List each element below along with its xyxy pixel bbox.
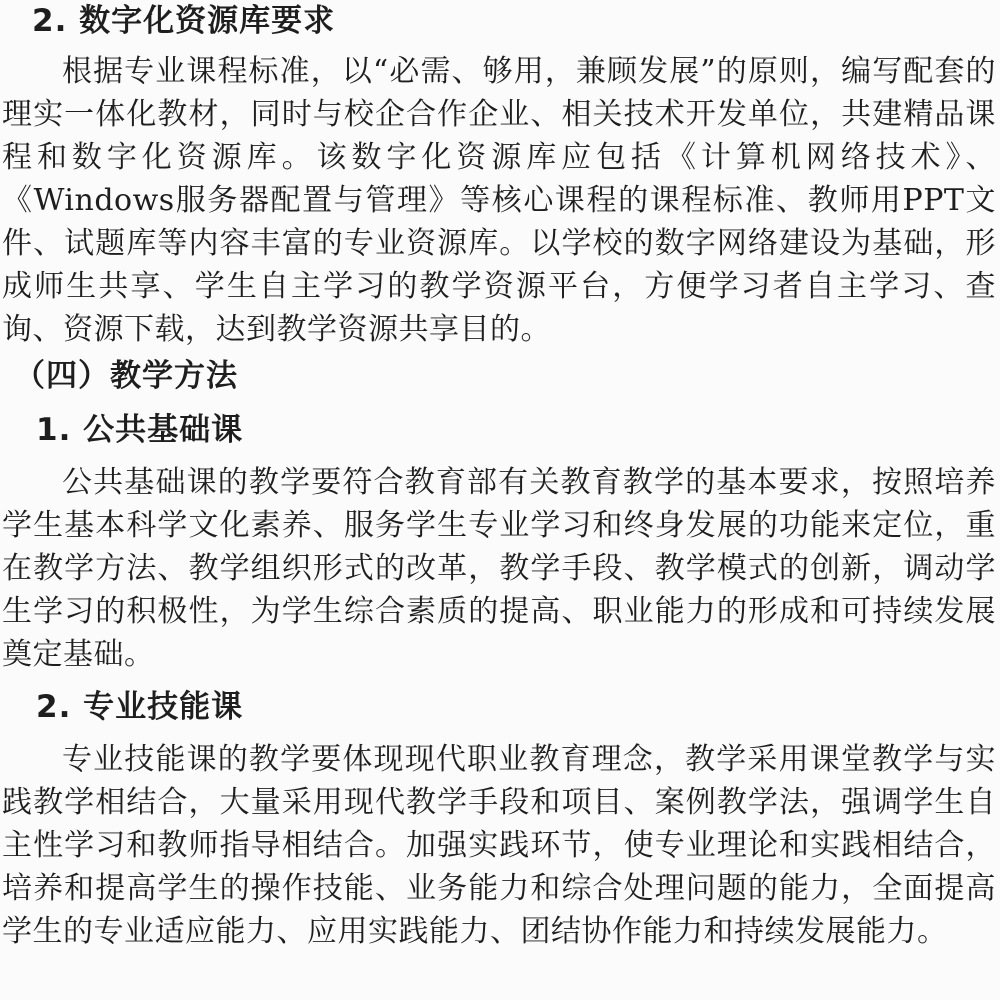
paragraph-public-basic-courses: 公共基础课的教学要符合教育部有关教育教学的基本要求，按照培养学生基本科学文化素养、服务学生专业学习和终身发展的功能来定位，重在教学方法、教学组织形式的改革，教学手段、教学模式的创新，调动学生学习的积极性，为学生综合素质的提高、职业能力的形成和可持续发展奠定基础。 [2, 465, 996, 672]
heading-public-basic-courses: 1. 公共基础课 [36, 412, 244, 448]
paragraph-digital-resources: 根据专业课程标准，以“必需、够用，兼顾发展”的原则，编写配套的理实一体化教材，同时与校企合作企业、相关技术开发单位，共建精品课程和数字化资源库。该数字化资源库应包括《计算机网络技术》、《Windows服务器配置与管理》等核心课程的课程标准、教师用PPT文件、试题库等内容丰富的专业资源库。以学校的数字网络建设为基础，形成师生共享、学生自主学习的教学资源平台，方便学习者自主学习、查询、资源下载，达到教学资源共享目的。 [2, 54, 996, 347]
paragraph-professional-skills-courses: 专业技能课的教学要体现现代职业教育理念，教学采用课堂教学与实践教学相结合，大量采用现代教学手段和项目、案例教学法，强调学生自主性学习和教师指导相结合。加强实践环节，使专业理论和实践相结合，培养和提高学生的操作技能、业务能力和综合处理问题的能力，全面提高学生的专业适应能力、应用实践能力、团结协作能力和持续发展能力。 [2, 742, 996, 949]
heading-teaching-methods: （四）教学方法 [14, 358, 238, 394]
heading-digital-resource-requirements: 2. 数字化资源库要求 [32, 3, 336, 39]
heading-professional-skills-courses: 2. 专业技能课 [36, 689, 244, 725]
